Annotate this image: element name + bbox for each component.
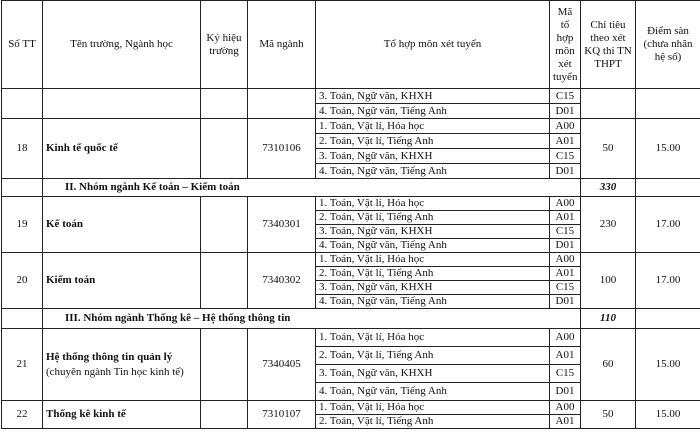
group-total: 110	[581, 309, 636, 329]
stt-cell: 19	[2, 197, 43, 253]
combo-code: C15	[550, 89, 581, 104]
combo-code: A00	[550, 329, 581, 347]
header-diem: Điểm sàn (chưa nhân hệ số)	[636, 1, 700, 89]
combo-name: 3. Toán, Ngữ văn, KHXH	[316, 225, 550, 239]
school-cell	[201, 329, 248, 401]
header-matohop: Mã tổ hợp môn xét tuyển	[550, 1, 581, 89]
quota-cell: 60	[581, 329, 636, 401]
stt-cell: 21	[2, 329, 43, 401]
score-cell: 15.00	[636, 401, 700, 429]
combo-code: D01	[550, 295, 581, 309]
group-stt	[2, 309, 43, 329]
score-cell: 17.00	[636, 197, 700, 253]
name-cell: Kế toán	[43, 197, 201, 253]
combo-name: 1. Toán, Vật lí, Hóa học	[316, 401, 550, 415]
combo-code: A01	[550, 415, 581, 429]
name-bold: Hệ thống thông tin quản lý	[46, 350, 173, 363]
group-total: 330	[581, 179, 636, 197]
combo-name: 1. Toán, Vật lí, Hóa học	[316, 197, 550, 211]
combo-name: 3. Toán, Ngữ văn, KHXH	[316, 281, 550, 295]
combo-name: 2. Toán, Vật lí, Tiếng Anh	[316, 134, 550, 149]
table-row	[2, 253, 700, 267]
score-cell: 15.00	[636, 119, 700, 179]
name-cell: Thống kê kinh tế	[43, 401, 201, 429]
combo-name: 1. Toán, Vật lí, Hóa học	[316, 253, 550, 267]
combo-code: C15	[550, 225, 581, 239]
group-row	[2, 179, 700, 197]
name-rest: (chuyên ngành Tin học kinh tế)	[46, 365, 184, 378]
table-row	[2, 89, 700, 104]
combo-name: 2. Toán, Vật lí, Tiếng Anh	[316, 347, 550, 365]
quota-cell: 100	[581, 253, 636, 309]
name-cell: Kinh tế quốc tế	[43, 119, 201, 179]
combo-name: 3. Toán, Ngữ văn, KHXH	[316, 89, 550, 104]
combo-name: 2. Toán, Vật lí, Tiếng Anh	[316, 211, 550, 225]
combo-name: 3. Toán, Ngữ văn, KHXH	[316, 365, 550, 383]
table-row	[2, 329, 700, 347]
admission-table	[1, 0, 700, 429]
combo-code: C15	[550, 149, 581, 164]
score-cell	[636, 89, 700, 119]
table-row	[2, 401, 700, 415]
group-title: II. Nhóm ngành Kế toán – Kiểm toán	[43, 179, 581, 197]
combo-name: 3. Toán, Ngữ văn, KHXH	[316, 149, 550, 164]
header-chitieu: Chỉ tiêu theo xét KQ thi TN THPT	[581, 1, 636, 89]
name-cell	[43, 329, 201, 401]
combo-name: 2. Toán, Vật lí, Tiếng Anh	[316, 415, 550, 429]
stt-cell: 22	[2, 401, 43, 429]
school-cell	[201, 197, 248, 253]
group-row	[2, 309, 700, 329]
quota-cell: 50	[581, 119, 636, 179]
combo-code: A00	[550, 253, 581, 267]
group-score	[636, 179, 700, 197]
combo-name: 1. Toán, Vật lí, Hóa học	[316, 329, 550, 347]
school-cell	[201, 401, 248, 429]
combo-code: D01	[550, 104, 581, 119]
combo-code: A01	[550, 347, 581, 365]
school-cell	[201, 253, 248, 309]
combo-code: A01	[550, 211, 581, 225]
quota-cell: 50	[581, 401, 636, 429]
table-row	[2, 119, 700, 134]
header-ten: Tên trường, Ngành học	[43, 1, 201, 89]
table-row	[2, 197, 700, 211]
combo-name: 4. Toán, Ngữ văn, Tiếng Anh	[316, 239, 550, 253]
code-cell: 7340405	[248, 329, 316, 401]
combo-code: A00	[550, 197, 581, 211]
stt-cell: 18	[2, 119, 43, 179]
combo-name: 4. Toán, Ngữ văn, Tiếng Anh	[316, 383, 550, 401]
group-title: III. Nhóm ngành Thống kê – Hệ thống thông tin	[43, 309, 581, 329]
code-cell	[248, 89, 316, 119]
combo-code: D01	[550, 164, 581, 179]
code-cell: 7310107	[248, 401, 316, 429]
header-stt: Số TT	[2, 1, 43, 89]
combo-code: A00	[550, 119, 581, 134]
group-stt	[2, 179, 43, 197]
header-manganh: Mã ngành	[248, 1, 316, 89]
combo-name: 4. Toán, Ngữ văn, Tiếng Anh	[316, 104, 550, 119]
combo-code: A00	[550, 401, 581, 415]
header-kyhieu: Ký hiệu trường	[201, 1, 248, 89]
combo-code: A01	[550, 134, 581, 149]
header-row	[2, 1, 700, 89]
group-score	[636, 309, 700, 329]
stt-cell: 20	[2, 253, 43, 309]
stt-cell	[2, 89, 43, 119]
combo-code: A01	[550, 267, 581, 281]
quota-cell	[581, 89, 636, 119]
name-cell	[43, 89, 201, 119]
header-tohop: Tổ hợp môn xét tuyển	[316, 1, 550, 89]
combo-name: 4. Toán, Ngữ văn, Tiếng Anh	[316, 164, 550, 179]
score-cell: 15.00	[636, 329, 700, 401]
code-cell: 7340301	[248, 197, 316, 253]
combo-code: D01	[550, 239, 581, 253]
combo-code: C15	[550, 281, 581, 295]
name-cell: Kiểm toán	[43, 253, 201, 309]
combo-name: 1. Toán, Vật lí, Hóa học	[316, 119, 550, 134]
school-cell	[201, 119, 248, 179]
combo-code: D01	[550, 383, 581, 401]
school-cell	[201, 89, 248, 119]
quota-cell: 230	[581, 197, 636, 253]
combo-code: C15	[550, 365, 581, 383]
score-cell: 17.00	[636, 253, 700, 309]
code-cell: 7340302	[248, 253, 316, 309]
combo-name: 2. Toán, Vật lí, Tiếng Anh	[316, 267, 550, 281]
combo-name: 4. Toán, Ngữ văn, Tiếng Anh	[316, 295, 550, 309]
code-cell: 7310106	[248, 119, 316, 179]
